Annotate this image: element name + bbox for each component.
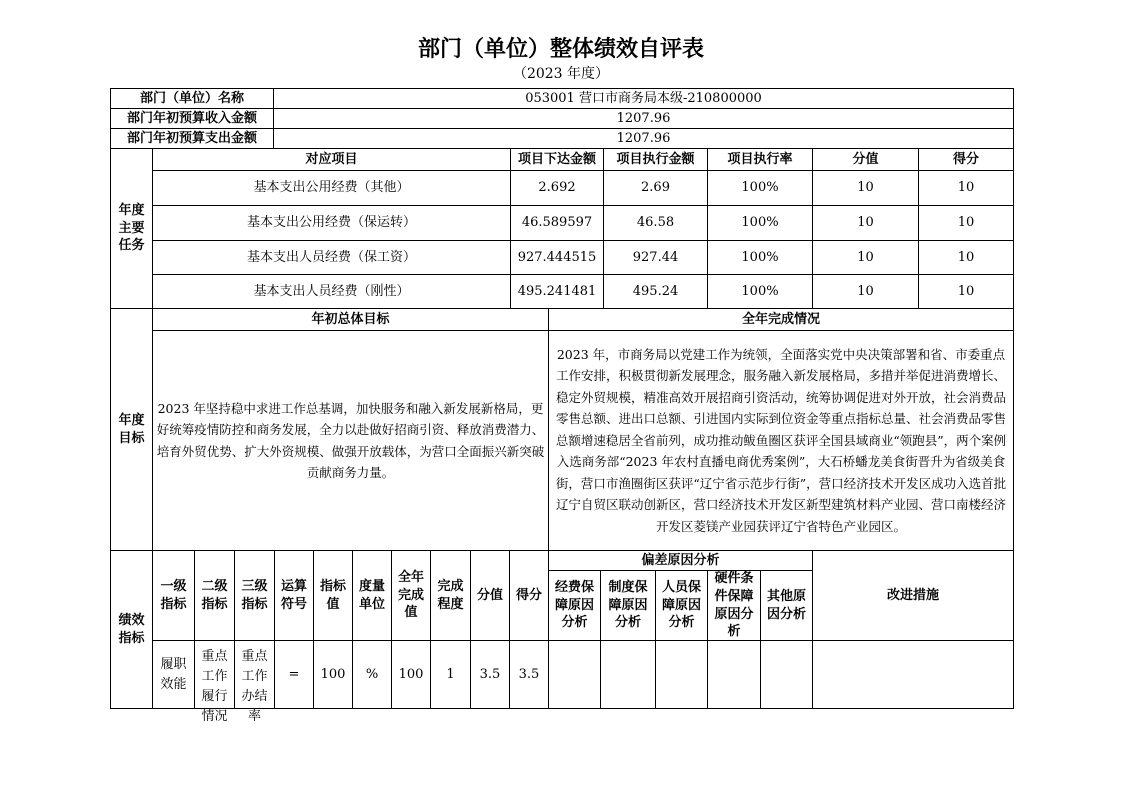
indicator-cell-text: 履职效能	[160, 656, 187, 692]
income-value-text: 1207.96	[616, 110, 671, 126]
indicator-cell-text: 重点工作办结率	[241, 649, 268, 724]
indicator-header	[152, 550, 195, 641]
task-cell	[510, 240, 604, 275]
income-value	[273, 108, 1014, 129]
deviation-col-header	[760, 570, 813, 641]
tasks-header-text: 得分	[952, 151, 979, 167]
tasks-header-text: 项目下达金额	[517, 151, 596, 167]
indicators-section-label-text: 绩效指标	[118, 612, 145, 646]
goals-section-label-text: 年度目标	[118, 412, 145, 446]
page-title: 部门（单位）整体绩效自评表	[417, 37, 704, 62]
indicator-cell-text: 3.5	[518, 666, 540, 682]
task-cell-text: 基本支出人员经费（保工资）	[246, 249, 416, 265]
target-header	[152, 308, 549, 331]
tasks-header-text: 分值	[852, 151, 879, 167]
task-cell	[603, 274, 708, 309]
task-cell-text: 100%	[741, 180, 779, 196]
improve-header	[812, 550, 1014, 641]
task-cell-text: 2.69	[641, 180, 670, 196]
task-cell-text: 10	[857, 215, 874, 231]
improve-header-text: 改进措施	[886, 587, 939, 603]
tasks-section-label	[110, 148, 153, 309]
dept-name-label-text: 部门（单位）名称	[139, 90, 244, 106]
task-cell	[152, 170, 511, 206]
task-cell	[510, 205, 604, 241]
target-text	[152, 330, 549, 551]
tasks-header-text: 项目执行金额	[616, 151, 695, 167]
task-cell-text: 100%	[741, 215, 779, 231]
indicator-header-text: 一级指标	[160, 578, 187, 612]
expense-label-text: 部门年初预算支出金额	[126, 130, 257, 146]
indicator-header	[313, 550, 353, 641]
indicator-header-text: 运算符号	[280, 578, 307, 612]
indicator-cell-text: 1	[446, 666, 455, 682]
income-label-text: 部门年初预算收入金额	[126, 110, 257, 126]
indicator-header	[274, 550, 314, 641]
task-cell-text: 495.24	[632, 283, 679, 299]
task-cell	[812, 205, 919, 241]
indicator-header	[430, 550, 471, 641]
task-cell	[812, 240, 919, 275]
tasks-header	[918, 148, 1014, 171]
expense-value	[273, 128, 1014, 149]
dept-name-value-text: 053001 营口市商务局本级-210800000	[525, 90, 762, 106]
expense-value-text: 1207.96	[616, 130, 671, 146]
task-cell	[510, 274, 604, 309]
task-cell-text: 10	[957, 249, 975, 265]
indicator-cell	[509, 640, 549, 709]
deviation-col-header-text: 制度保障原因分析	[608, 580, 648, 631]
task-cell-text: 10	[857, 180, 874, 196]
task-cell	[152, 240, 511, 275]
indicator-header-text: 度量单位	[358, 578, 385, 612]
result-header	[548, 308, 1014, 331]
tasks-header	[603, 148, 708, 171]
task-cell-text: 10	[957, 180, 975, 196]
task-cell-text: 927.44	[632, 249, 679, 265]
indicator-cell	[352, 640, 392, 709]
indicator-header-text: 得分	[515, 587, 542, 603]
indicator-cell	[313, 640, 353, 709]
indicator-cell-text: 100	[320, 666, 346, 682]
task-cell	[918, 170, 1014, 206]
deviation-col-header-text: 人员保障原因分析	[661, 580, 701, 631]
income-label	[110, 108, 274, 129]
task-cell	[707, 274, 813, 309]
target-header-text: 年初总体目标	[311, 311, 390, 327]
task-cell-text: 基本支出人员经费（刚性）	[253, 283, 410, 299]
task-cell-text: 10	[857, 249, 874, 265]
tasks-header	[510, 148, 604, 171]
deviation-col-header	[655, 570, 708, 641]
task-cell-text: 10	[957, 215, 975, 231]
indicator-header-text: 完成程度	[437, 578, 464, 612]
tasks-header	[152, 148, 511, 171]
task-cell	[918, 274, 1014, 309]
indicator-header-text: 三级指标	[241, 578, 268, 612]
indicator-header	[352, 550, 392, 641]
indicator-cell	[655, 640, 708, 709]
task-cell-text: 100%	[741, 283, 779, 299]
indicator-cell	[760, 640, 813, 709]
task-cell-text: 基本支出公用经费（保运转）	[246, 215, 416, 231]
task-cell	[152, 274, 511, 309]
indicator-cell	[470, 640, 510, 709]
task-cell	[510, 170, 604, 206]
indicator-cell	[194, 640, 235, 724]
indicator-cell	[707, 640, 761, 709]
dept-name-label	[110, 88, 274, 109]
indicator-header	[391, 550, 431, 641]
task-cell	[918, 205, 1014, 241]
indicator-header-text: 分值	[476, 587, 503, 603]
deviation-col-header-text: 其他原因分析	[766, 588, 806, 622]
task-cell-text: 46.589597	[521, 215, 593, 231]
tasks-header	[812, 148, 919, 171]
page-subtitle: （2023 年度）	[512, 66, 610, 82]
indicator-cell-text: 100	[398, 666, 424, 682]
deviation-header-text: 偏差原因分析	[641, 552, 720, 568]
result-text	[548, 330, 1014, 551]
indicator-header	[194, 550, 235, 641]
indicator-cell	[548, 640, 601, 709]
indicator-header-text: 指标值	[319, 578, 346, 612]
tasks-section-label-text: 年度主要任务	[118, 203, 145, 254]
deviation-col-header-text: 经费保障原因分析	[554, 580, 594, 631]
expense-label	[110, 128, 274, 149]
deviation-header	[548, 550, 813, 571]
indicator-header-text: 二级指标	[201, 578, 228, 612]
task-cell	[603, 205, 708, 241]
tasks-header-text: 对应项目	[305, 151, 358, 167]
deviation-col-header	[548, 570, 601, 641]
task-cell-text: 2.692	[538, 180, 576, 196]
task-cell	[707, 170, 813, 206]
task-cell	[152, 205, 511, 241]
deviation-col-header-text: 硬件条件保障原因分析	[714, 571, 754, 640]
result-text-text: 2023 年，市商务局以党建工作为统领，全面落实党中央决策部署和省、市委重点工作安排，积极贯彻新发展理念，服务融入新发展格局，多措并举促进消费增长、稳定外贸规模，精准高效开展招商引资活动，统筹协调促进对外开放，社会消费品零售总额、进出口总额、引进国内实际到位资金等重点指标总量、社会消费品零售总额增速稳居全省前列，成功推动鲅鱼圈区获评全国县域商业“领跑县”，两个案例入选商务部“2023 年农村直播电商优秀案例”，大石桥蟠龙美食街晋升为省级美食街，营口市渔圈街区获评“辽宁省示范步行街”，营口经济技术开发区成功入选首批辽宁自贸区联动创新区，营口经济技术开发区新型建筑材料产业园、营口南楼经济开发区菱镁产业园获评辽宁省特色产业园区。	[555, 346, 1007, 534]
task-cell	[707, 205, 813, 241]
task-cell-text: 495.241481	[517, 283, 597, 299]
task-cell	[603, 170, 708, 206]
tasks-header-text: 项目执行率	[727, 151, 793, 167]
task-cell-text: 100%	[741, 249, 779, 265]
indicator-header	[509, 550, 549, 641]
tasks-header	[707, 148, 813, 171]
indicator-cell	[391, 640, 431, 709]
task-cell-text: 46.58	[636, 215, 675, 231]
indicator-cell	[152, 640, 195, 709]
indicator-cell-text: 3.5	[479, 666, 501, 682]
indicator-cell	[600, 640, 656, 709]
goals-section-label	[110, 308, 153, 551]
dept-name-value	[273, 88, 1014, 109]
indicator-cell-text: 重点工作履行情况	[201, 649, 228, 724]
indicator-cell-text: %	[365, 666, 379, 682]
indicator-header	[470, 550, 510, 641]
indicator-cell	[430, 640, 471, 709]
deviation-col-header	[600, 570, 656, 641]
task-cell-text: 927.444515	[517, 249, 597, 265]
indicators-section-label	[110, 550, 153, 709]
task-cell-text: 10	[957, 283, 975, 299]
indicator-cell	[812, 640, 1014, 709]
task-cell	[603, 240, 708, 275]
task-cell-text: 10	[857, 283, 874, 299]
deviation-col-header	[707, 570, 761, 641]
task-cell	[918, 240, 1014, 275]
result-header-text: 全年完成情况	[741, 311, 820, 327]
indicator-cell-text: =	[288, 666, 300, 682]
target-text-text: 2023 年坚持稳中求进工作总基调，加快服务和融入新发展新格局，更好统筹疫情防控和商务发展，全力以赴做好招商引资、释放消费潜力、培育外贸优势、扩大外资规模、做强开放载体，为营口全面振兴新突破贡献商务力量。	[156, 400, 545, 480]
indicator-cell	[274, 640, 314, 709]
task-cell-text: 基本支出公用经费（其他）	[253, 180, 410, 196]
indicator-header-text: 全年完成值	[397, 570, 424, 621]
task-cell	[812, 170, 919, 206]
task-cell	[707, 240, 813, 275]
indicator-cell	[234, 640, 275, 724]
task-cell	[812, 274, 919, 309]
indicator-header	[234, 550, 275, 641]
